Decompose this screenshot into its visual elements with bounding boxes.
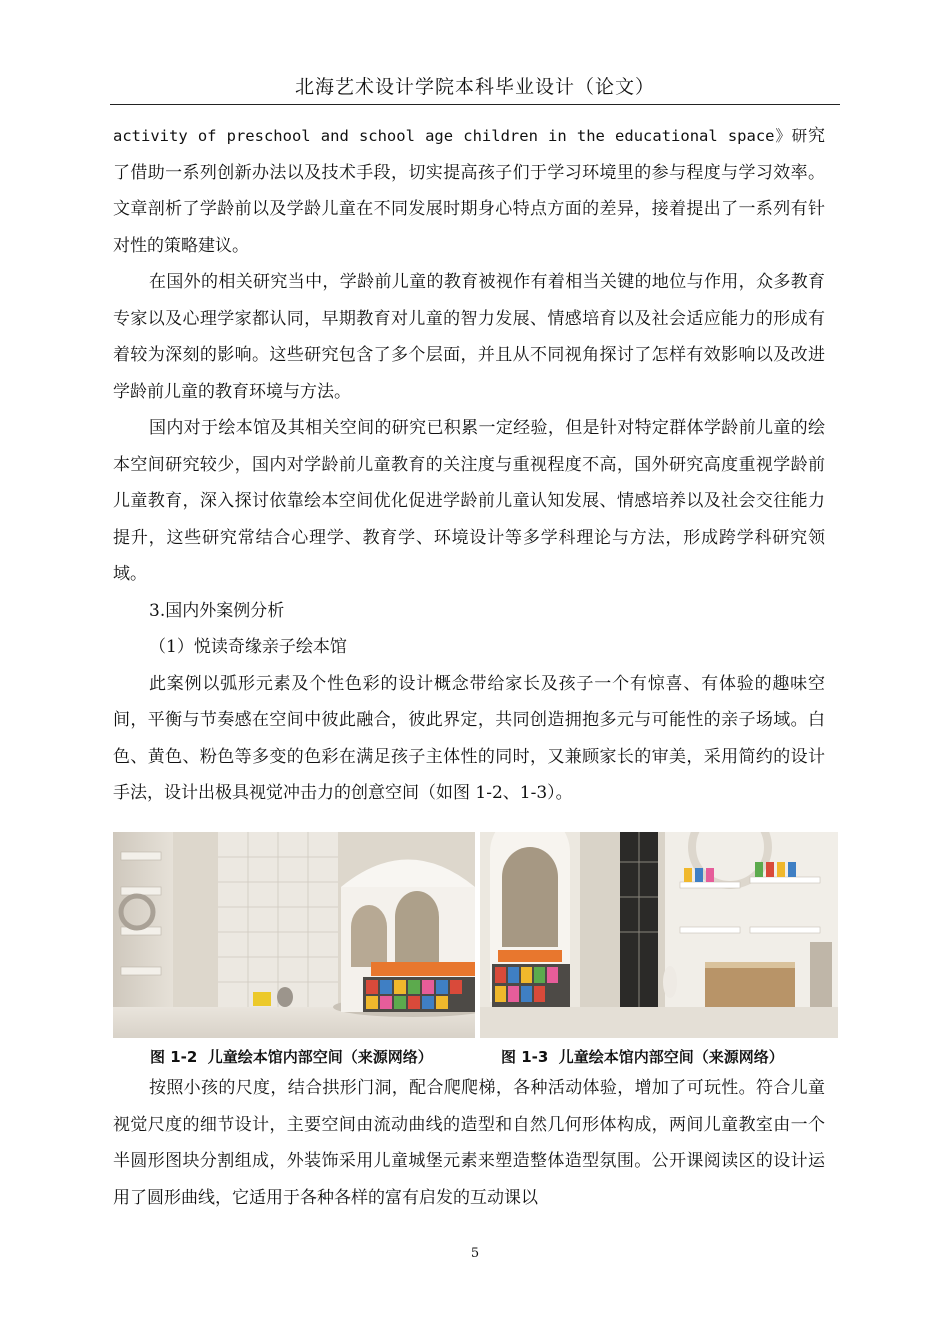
figure-1-3-caption: 图 1-3 儿童绘本馆内部空间（来源网络） xyxy=(501,1048,784,1066)
page-number: 5 xyxy=(470,1246,480,1261)
header-rule xyxy=(110,104,840,105)
section-heading: 3.国内外案例分析 xyxy=(149,600,285,621)
figure-captions xyxy=(113,1046,838,1072)
page-header-title: 北海艺术设计学院本科毕业设计（论文） xyxy=(294,76,655,98)
figure-1-2-caption: 图 1-2 儿童绘本馆内部空间（来源网络） xyxy=(150,1048,433,1066)
paragraph-1-continuation: 究了借助一系列创新办法以及技术手段，切实提高孩子们于学习环境里的参与程度与学习效率。文章剖析了学龄前以及学龄儿童在不同发展时期身心特点方面的差异，接着提出了一系列有针对性的策略建议。 xyxy=(113,126,825,256)
body-text-top xyxy=(113,118,825,812)
figure-1-3-image xyxy=(480,832,838,1038)
paragraph-3: 国内对于绘本馆及其相关空间的研究已积累一定经验，但是针对特定群体学龄前儿童的绘本空间研究较少，国内对学龄前儿童教育的关注度与重视程度不高，国外研究高度重视学龄前儿童教育，深入探讨依靠绘本空间优化促进学龄前儿童认知发展、情感培养以及社会交往能力提升，这些研究常结合心理学、教育学、环境设计等多学科理论与方法，形成跨学科研究领域。 xyxy=(113,418,825,584)
paragraph-5: 按照小孩的尺度，结合拱形门洞，配合爬爬梯，各种活动体验，增加了可玩性。符合儿童视觉尺度的细节设计，主要空间由流动曲线的造型和自然几何形体构成，两间儿童教室由一个半圆形图块分割组成，外装饰采用儿童城堡元素来塑造整体造型氛围。公开课阅读区的设计运用了圆形曲线，它适用于各种各样的富有启发的互动课以 xyxy=(113,1078,825,1208)
body-text-bottom xyxy=(113,1070,825,1216)
paragraph-1 xyxy=(113,118,825,264)
paragraph-1-english-line: activity of preschool and school age children in the educational space》研 xyxy=(113,127,808,145)
figure-1-2-image xyxy=(113,832,475,1038)
paragraph-4: 此案例以弧形元素及个性色彩的设计概念带给家长及孩子一个有惊喜、有体验的趣味空间，平衡与节奏感在空间中彼此融合，彼此界定，共同创造拥抱多元与可能性的亲子场域。白色、黄色、粉色等多变的色彩在满足孩子主体性的同时，又兼顾家长的审美，采用简约的设计手法，设计出极具视觉冲击力的创意空间（如图 1-2、1-3）。 xyxy=(113,673,825,803)
figure-row xyxy=(113,832,838,1038)
subsection-heading: （1）悦读奇缘亲子绘本馆 xyxy=(149,637,347,657)
paragraph-2: 在国外的相关研究当中，学龄前儿童的教育被视作有着相当关键的地位与作用，众多教育专家以及心理学家都认同，早期教育对儿童的智力发展、情感培育以及社会适应能力的形成有着较为深刻的影响。这些研究包含了多个层面，并且从不同视角探讨了怎样有效影响以及改进学龄前儿童的教育环境与方法。 xyxy=(113,272,825,402)
